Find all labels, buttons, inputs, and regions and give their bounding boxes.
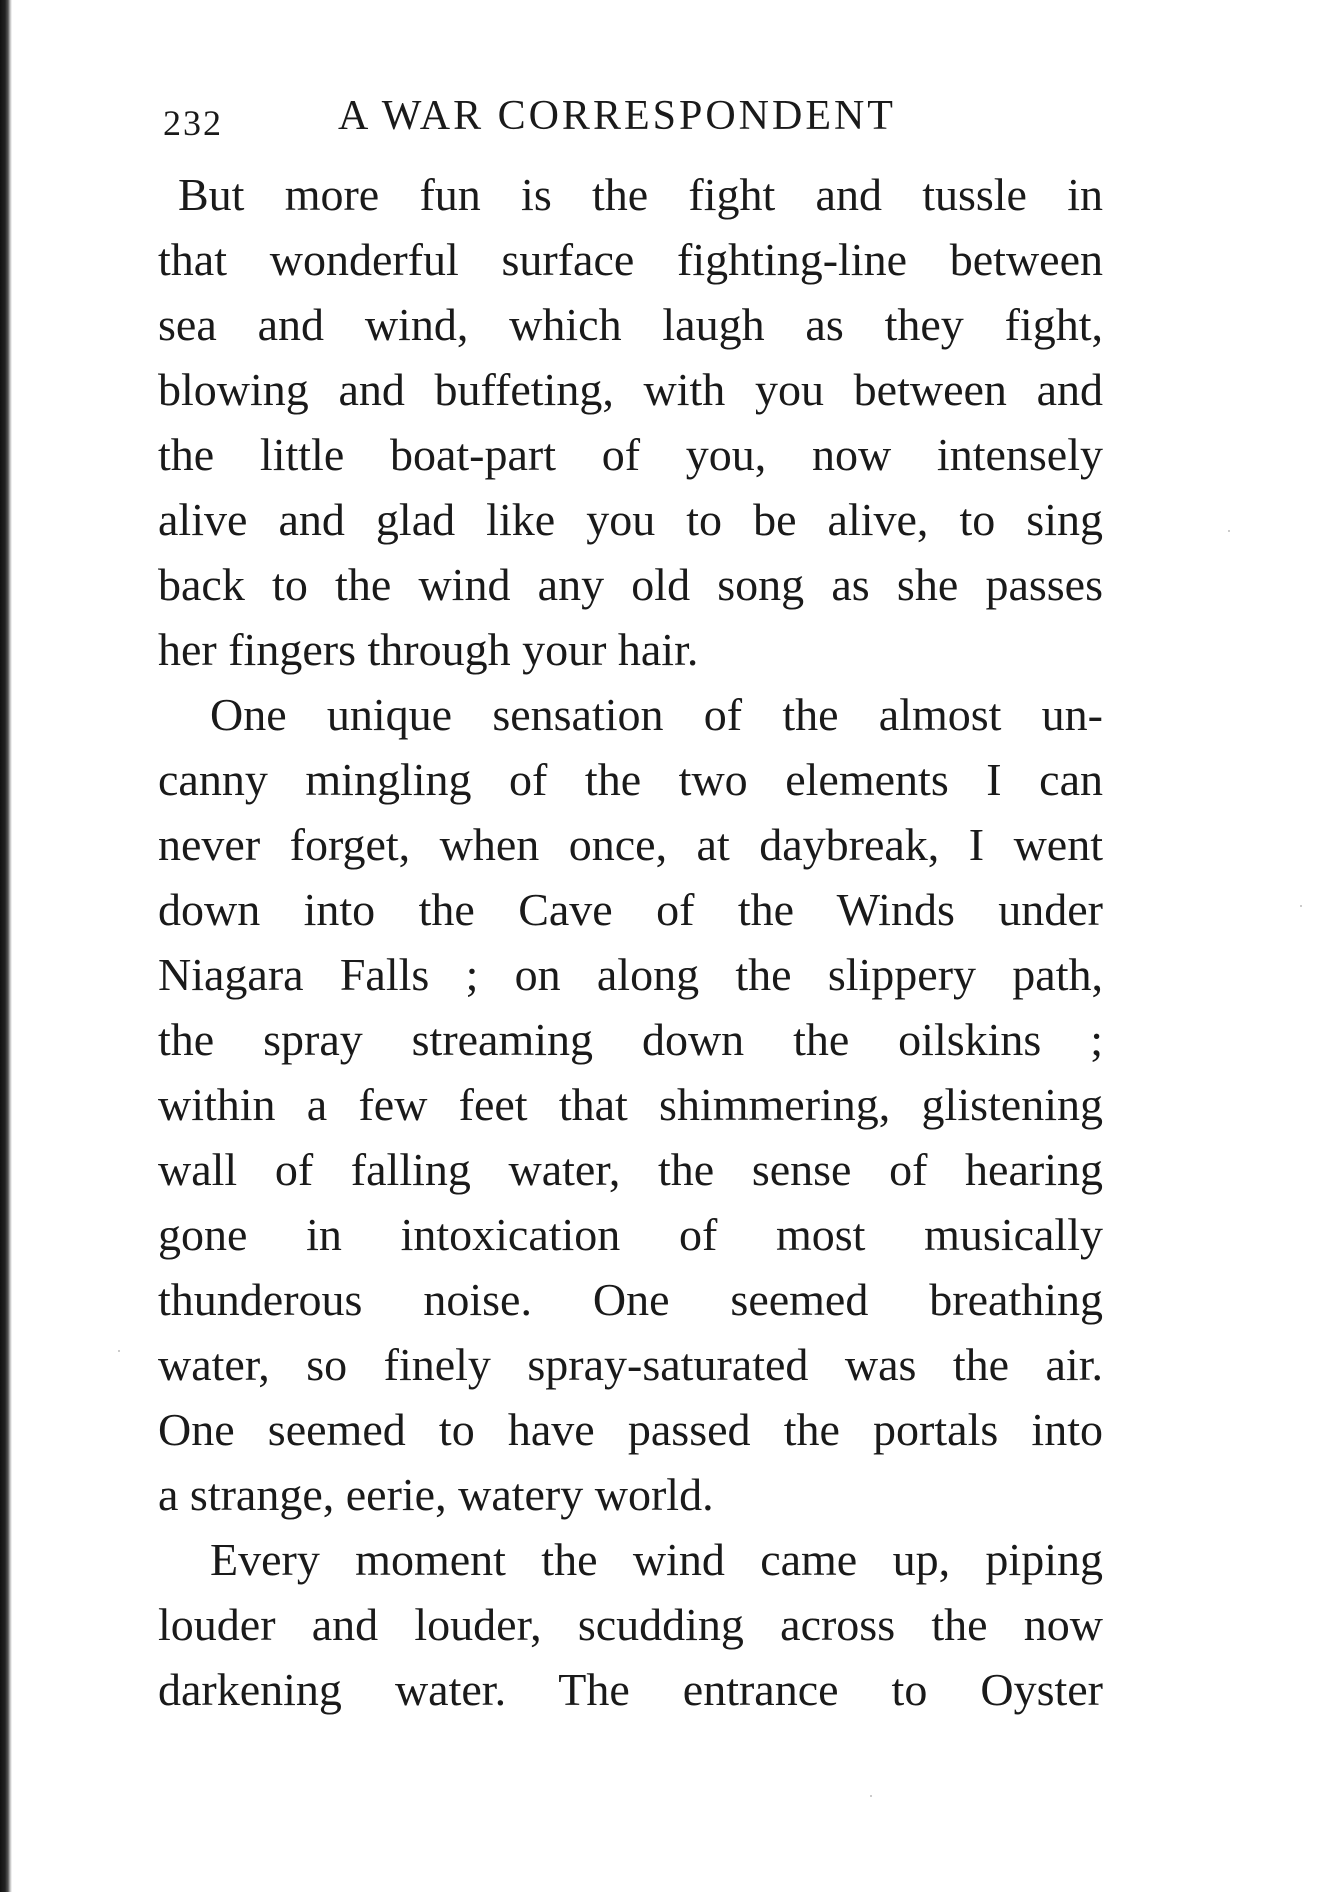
text-line: One seemed to have passed the portals into [158,1404,1103,1455]
text-line: back to the wind any old song as she passes [158,559,1103,610]
text-line: canny mingling of the two elements I can [158,754,1103,805]
page-number: 232 [163,103,223,143]
text-line: water, so finely spray-saturated was the air. [158,1339,1103,1390]
paragraph-3 [158,1527,1103,1592]
text-line: One unique sensation of the almost un- [210,689,1103,740]
text-line: wall of falling water, the sense of hearing [158,1144,1103,1195]
text-line: down into the Cave of the Winds under [158,884,1103,935]
text-line: within a few feet that shimmering, glistening [158,1079,1103,1130]
body-text [158,162,1103,1722]
running-head [163,92,1103,152]
paper-speck [1228,530,1230,532]
text-line: louder and louder, scudding across the now [158,1599,1103,1650]
text-line: the spray streaming down the oilskins ; [158,1014,1103,1065]
paragraph-1-continued [158,227,1103,682]
paragraph-2 [158,682,1103,747]
text-line: Every moment the wind came up, piping [210,1534,1103,1585]
text-line: her fingers through your hair. [158,624,699,675]
text-line: never forget, when once, at daybreak, I went [158,819,1103,870]
text-line: gone in intoxication of most musically [158,1209,1103,1260]
text-line: darkening water. The entrance to Oyster [158,1664,1103,1715]
text-line: sea and wind, which laugh as they fight, [158,299,1103,350]
paragraph-2-continued [158,747,1103,1527]
text-line: the little boat-part of you, now intensely [158,429,1103,480]
text-line: But more fun is the fight and tussle in [178,169,1103,220]
paragraph-3-continued [158,1592,1103,1722]
running-title: A WAR CORRESPONDENT [338,93,896,139]
paper-speck [118,1350,120,1352]
paper-speck [870,1795,872,1797]
text-line: Niagara Falls ; on along the slippery path, [158,949,1103,1000]
text-line: thunderous noise. One seemed breathing [158,1274,1103,1325]
text-line: blowing and buffeting, with you between and [158,364,1103,415]
text-line: alive and glad like you to be alive, to sing [158,494,1103,545]
paper-speck [1300,905,1302,907]
text-line: that wonderful surface fighting-line between [158,234,1103,285]
page-binding-edge [0,0,12,1892]
paragraph-1 [158,162,1103,227]
text-line: a strange, eerie, watery world. [158,1469,714,1520]
